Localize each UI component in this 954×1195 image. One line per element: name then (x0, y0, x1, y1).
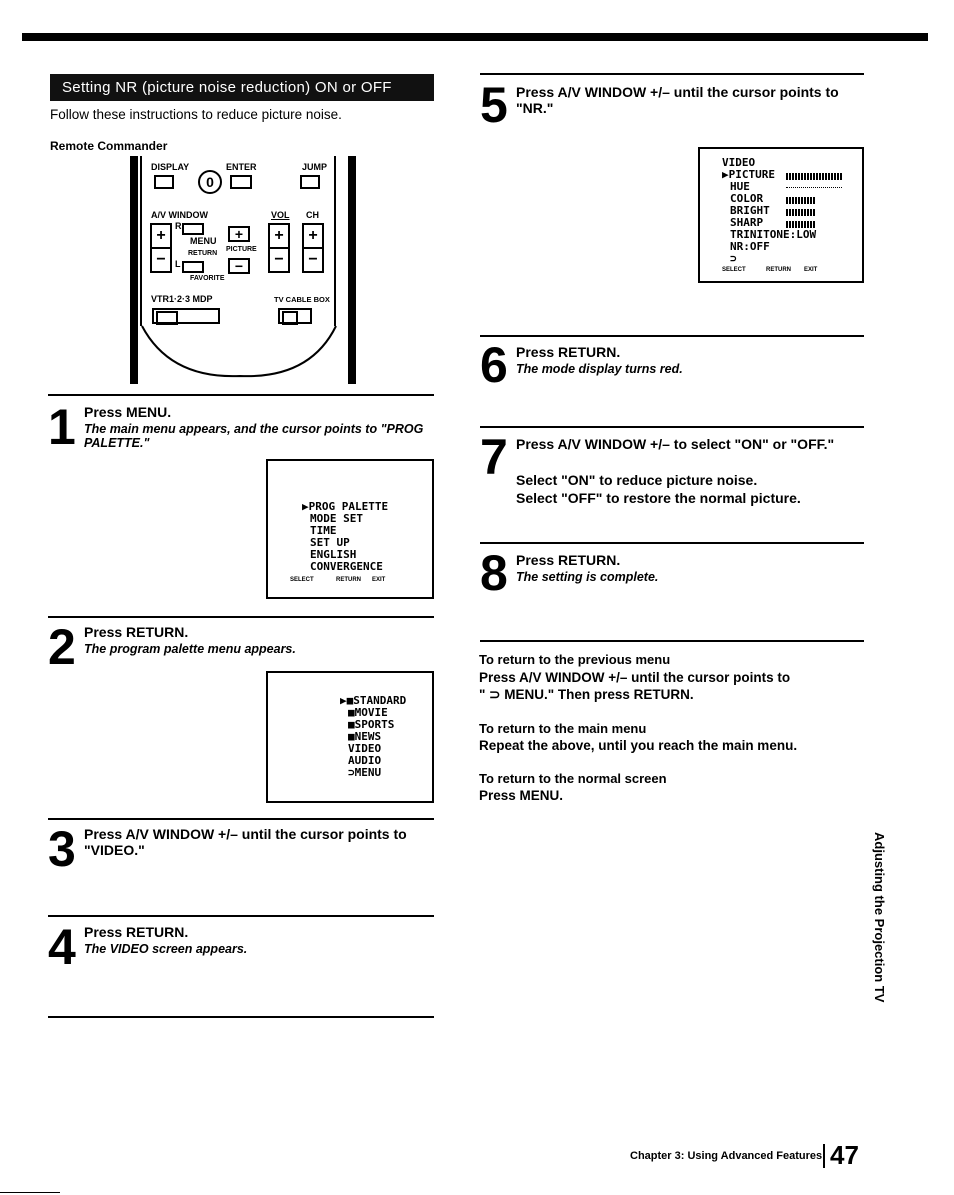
tip-body: Press A/V WINDOW +/– until the cursor points to " ⊃ MENU." Then press RETURN. (479, 670, 791, 702)
step-number: 2 (48, 619, 76, 675)
tip-heading: To return to the previous menu (479, 652, 671, 667)
return-hint: RETURN (336, 577, 361, 583)
footer-divider (823, 1144, 825, 1168)
picture-level-bar (786, 173, 842, 180)
step-rule (480, 73, 864, 75)
menu-item: ■MOVIE (348, 706, 388, 719)
step-rule (480, 542, 864, 544)
favorite-label: FAVORITE (190, 275, 225, 282)
remote-bottom-curve (140, 324, 340, 384)
menu-item: VIDEO (722, 156, 756, 169)
step-subtitle: The VIDEO screen appears. (84, 942, 248, 956)
menu-item: ENGLISH (310, 548, 357, 561)
tips-section (479, 652, 839, 803)
jump-label: JUMP (302, 162, 328, 172)
menu-item: ▶■STANDARD (340, 694, 407, 707)
step-rule (48, 394, 434, 396)
step-title: Press A/V WINDOW +/– to select "ON" or "OFF." (516, 436, 835, 452)
exit-hint: EXIT (372, 577, 386, 583)
step-title: Press MENU. (84, 404, 172, 420)
av-window-label: A/V WINDOW (151, 210, 208, 220)
chapter-footer: Chapter 3: Using Advanced Features (630, 1150, 823, 1162)
tv-cable-switch[interactable] (278, 308, 312, 324)
step-number: 1 (48, 399, 76, 455)
step-title: Press RETURN. (516, 552, 621, 568)
palette-menu-screen (266, 671, 434, 803)
menu-item: CONVERGENCE (310, 560, 383, 573)
exit-hint: EXIT (804, 267, 818, 273)
menu-item: ■SPORTS (348, 718, 395, 731)
main-menu-list (302, 501, 388, 573)
step-title: Press A/V WINDOW +/– until the cursor points to "NR." (516, 84, 839, 116)
vol-label: VOL (271, 210, 290, 220)
menu-r-button[interactable] (182, 223, 204, 235)
menu-item: VIDEO (348, 742, 382, 755)
ch-rocker[interactable]: + − (302, 223, 324, 273)
menu-item: HUE (730, 180, 750, 193)
tip-heading: To return to the normal screen (479, 771, 667, 786)
menu-label: MENU (190, 236, 217, 246)
column-end-rule (48, 1016, 434, 1018)
menu-item: ■NEWS (348, 730, 382, 743)
tip-heading: To return to the main menu (479, 721, 647, 736)
step-detail: Select "ON" to reduce picture noise. (516, 472, 758, 488)
select-hint: SELECT (290, 577, 314, 583)
menu-item: ⊃ (730, 252, 737, 265)
tips-rule (480, 640, 864, 642)
picture-minus-button[interactable]: − (228, 258, 250, 274)
ch-label: CH (306, 210, 319, 220)
menu-item: SET UP (310, 536, 350, 549)
side-tab: Adjusting the Projection TV (872, 832, 887, 1003)
return-label: RETURN (188, 250, 218, 257)
top-rule (22, 33, 928, 41)
menu-item: ▶PROG PALETTE (302, 500, 389, 513)
menu-item: TRINITONE:LOW (730, 228, 817, 241)
zero-button[interactable]: 0 (198, 170, 222, 194)
remote-illustration: DISPLAY ENTER JUMP 0 A/V WINDOW VOL CH + − R MENU RETURN L FAVORITE + PICTURE − + − + − VTR1·2·3 MDP TV CABLE BOX (130, 156, 358, 386)
page-number: 47 (830, 1140, 859, 1170)
step-subtitle: The mode display turns red. (516, 362, 683, 376)
menu-item: SHARP (730, 216, 764, 229)
remote-heading: Remote Commander (50, 139, 168, 153)
intro-text: Follow these instructions to reduce picture noise. (50, 107, 342, 122)
step-number: 4 (48, 919, 76, 975)
step-subtitle: The main menu appears, and the cursor points to "PROG PALETTE." (84, 422, 424, 450)
step-number: 8 (480, 545, 508, 601)
step-number: 5 (480, 77, 508, 133)
menu-item: COLOR (730, 192, 764, 205)
picture-label: PICTURE (226, 246, 257, 253)
menu-item: BRIGHT (730, 204, 770, 217)
step-title: Press A/V WINDOW +/– until the cursor points to "VIDEO." (84, 826, 407, 858)
step-number: 7 (480, 429, 508, 485)
palette-menu-list (340, 695, 406, 779)
menu-item: ▶PICTURE (722, 168, 775, 181)
av-window-rocker[interactable]: + − (150, 223, 172, 273)
step-detail: Select "OFF" to restore the normal picture. (516, 490, 801, 506)
step-title: Press RETURN. (516, 344, 621, 360)
picture-plus-button[interactable]: + (228, 226, 250, 242)
main-menu-screen (266, 459, 434, 599)
step-rule (480, 335, 864, 337)
vol-rocker[interactable]: + − (268, 223, 290, 273)
tip-body: Repeat the above, until you reach the main menu. (479, 738, 798, 753)
step-title: Press RETURN. (84, 924, 189, 940)
step-number: 3 (48, 821, 76, 877)
menu-item: ⊃MENU (348, 766, 382, 779)
menu-item: MODE SET (310, 512, 363, 525)
tv-cable-label: TV CABLE BOX (274, 295, 330, 304)
vtr-label: VTR1·2·3 MDP (151, 294, 213, 304)
menu-l-button[interactable] (182, 261, 204, 273)
jump-button[interactable] (300, 175, 320, 189)
tip-body: Press MENU. (479, 788, 564, 803)
enter-label: ENTER (226, 162, 257, 172)
step-subtitle: The setting is complete. (516, 570, 659, 584)
menu-item: AUDIO (348, 754, 382, 767)
step-rule (480, 426, 864, 428)
section-title: Setting NR (picture noise reduction) ON or OFF (50, 74, 434, 101)
display-button[interactable] (154, 175, 174, 189)
display-label: DISPLAY (151, 162, 190, 172)
remote-edge-left (130, 156, 138, 384)
menu-item: TIME (310, 524, 337, 537)
step-subtitle: The program palette menu appears. (84, 642, 296, 656)
enter-button[interactable] (230, 175, 252, 189)
select-hint: SELECT (722, 267, 746, 273)
step-rule (48, 915, 434, 917)
step-title: Press RETURN. (84, 624, 189, 640)
vtr-switch[interactable] (152, 308, 220, 324)
bright-level-bar (786, 209, 816, 216)
hue-level-bar (786, 187, 842, 189)
bottom-edge-mark (0, 1192, 60, 1193)
remote-edge-right (348, 156, 356, 384)
return-hint: RETURN (766, 267, 791, 273)
step-number: 6 (480, 337, 508, 393)
sharp-level-bar (786, 221, 816, 228)
video-menu-screen (698, 147, 864, 283)
step-rule (48, 616, 434, 618)
color-level-bar (786, 197, 816, 204)
step-rule (48, 818, 434, 820)
menu-item: NR:OFF (730, 240, 770, 253)
